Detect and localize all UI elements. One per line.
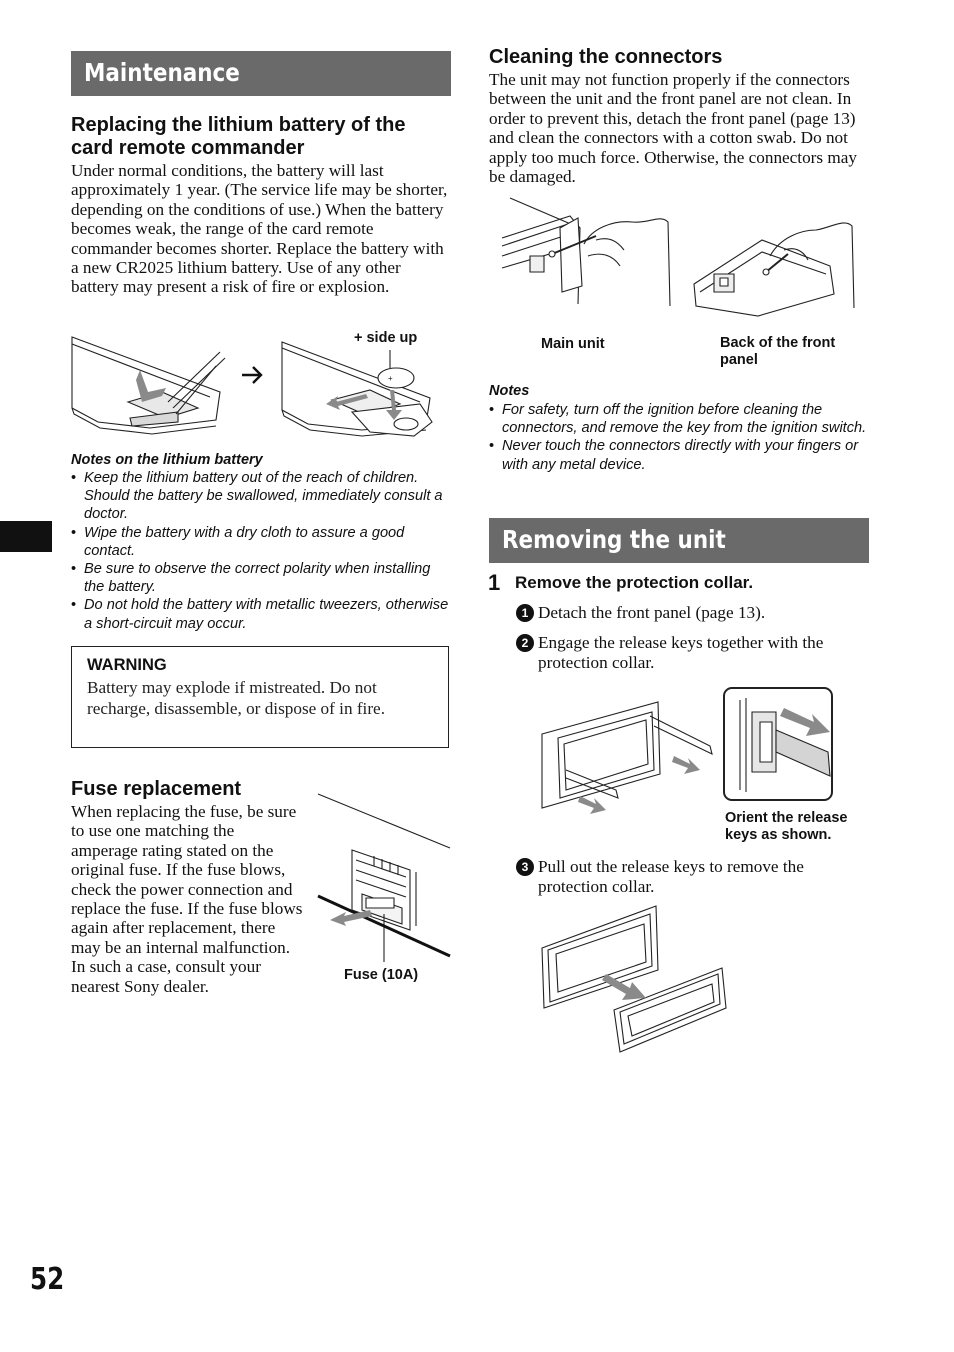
substep-text: Pull out the release keys to remove the protection collar.	[538, 857, 804, 896]
list-item: • For safety, turn off the ignition before cleaning the connectors, and remove the key from the ignition switch.	[489, 401, 871, 437]
maintenance-title: Maintenance	[84, 58, 240, 87]
connector-cleaning-illustration	[500, 196, 860, 320]
release-keys-illustration	[540, 686, 836, 816]
step-label: Remove the protection collar.	[515, 573, 754, 592]
svg-text:+: +	[388, 374, 393, 383]
removing-title: Removing the unit	[502, 525, 726, 554]
battery-heading: Replacing the lithium battery of the card remote commander	[71, 114, 406, 159]
substep-number-icon: 1	[516, 604, 534, 622]
substep-text: Detach the front panel (page 13).	[538, 603, 766, 622]
maintenance-title-bar	[71, 51, 451, 96]
warning-box	[71, 646, 449, 748]
step-number: 1	[488, 570, 501, 595]
battery-notes-list	[71, 469, 453, 633]
side-tab-marker	[0, 521, 52, 552]
back-panel-label: Back of the front panel	[720, 335, 836, 368]
fuse-text: When replacing the fuse, be sure to use one matching the amperage rating stated on the original fuse. If the fuse blows, check the power connection and replace the fuse. If the fuse blows again after replacement, there may be an internal malfunction. In such a case, consult your nearest Sony dealer.	[71, 802, 303, 996]
main-unit-label: Main unit	[541, 336, 605, 352]
list-item: • Wipe the battery with a dry cloth to assure a good contact.	[71, 524, 453, 560]
list-item: • Never touch the connectors directly with your fingers or with any metal device.	[489, 437, 871, 473]
substep-number-icon: 2	[516, 634, 534, 652]
fuse-label: Fuse (10A)	[344, 967, 419, 983]
notes-list	[489, 401, 871, 474]
side-up-label: + side up	[354, 330, 418, 346]
notes-title: Notes	[489, 383, 530, 399]
orient-label: Orient the release keys as shown.	[725, 810, 848, 843]
battery-text: Under normal conditions, the battery will last approximately 1 year. (The service life may be shorter, depending on the conditions of use.) When the battery becomes weak, the range of the card remote commander becomes shorter. Replace the battery with a new CR2025 lithium battery. Use of any other battery may present a risk of fire or explosion.	[71, 161, 448, 297]
battery-notes-title: Notes on the lithium battery	[71, 452, 263, 468]
fuse-illustration	[316, 790, 452, 966]
collar-removal-illustration	[540, 904, 730, 1056]
list-item: • Be sure to observe the correct polarity when installing the battery.	[71, 560, 453, 596]
page-number: 52	[30, 1262, 65, 1297]
substep-text: Engage the release keys together with the protection collar.	[538, 633, 824, 672]
substep-number-icon: 3	[516, 858, 534, 876]
warning-title: WARNING	[87, 656, 167, 674]
list-item: • Do not hold the battery with metallic tweezers, otherwise a short-circuit may occur.	[71, 596, 453, 632]
warning-text: Battery may explode if mistreated. Do not recharge, disassemble, or dispose of in fire.	[87, 678, 385, 718]
removing-title-bar	[489, 518, 869, 563]
list-item: • Keep the lithium battery out of the reach of children. Should the battery be swallowed, immediately consult a doctor.	[71, 469, 453, 524]
connectors-heading: Cleaning the connectors	[489, 46, 723, 68]
connectors-text: The unit may not function properly if the connectors between the unit and the front panel are not clean. In order to prevent this, detach the front panel (page 13) and clean the connectors with a cotton swab. Do not apply too much force. Otherwise, the connectors may be damaged.	[489, 70, 857, 187]
fuse-heading: Fuse replacement	[71, 778, 242, 800]
